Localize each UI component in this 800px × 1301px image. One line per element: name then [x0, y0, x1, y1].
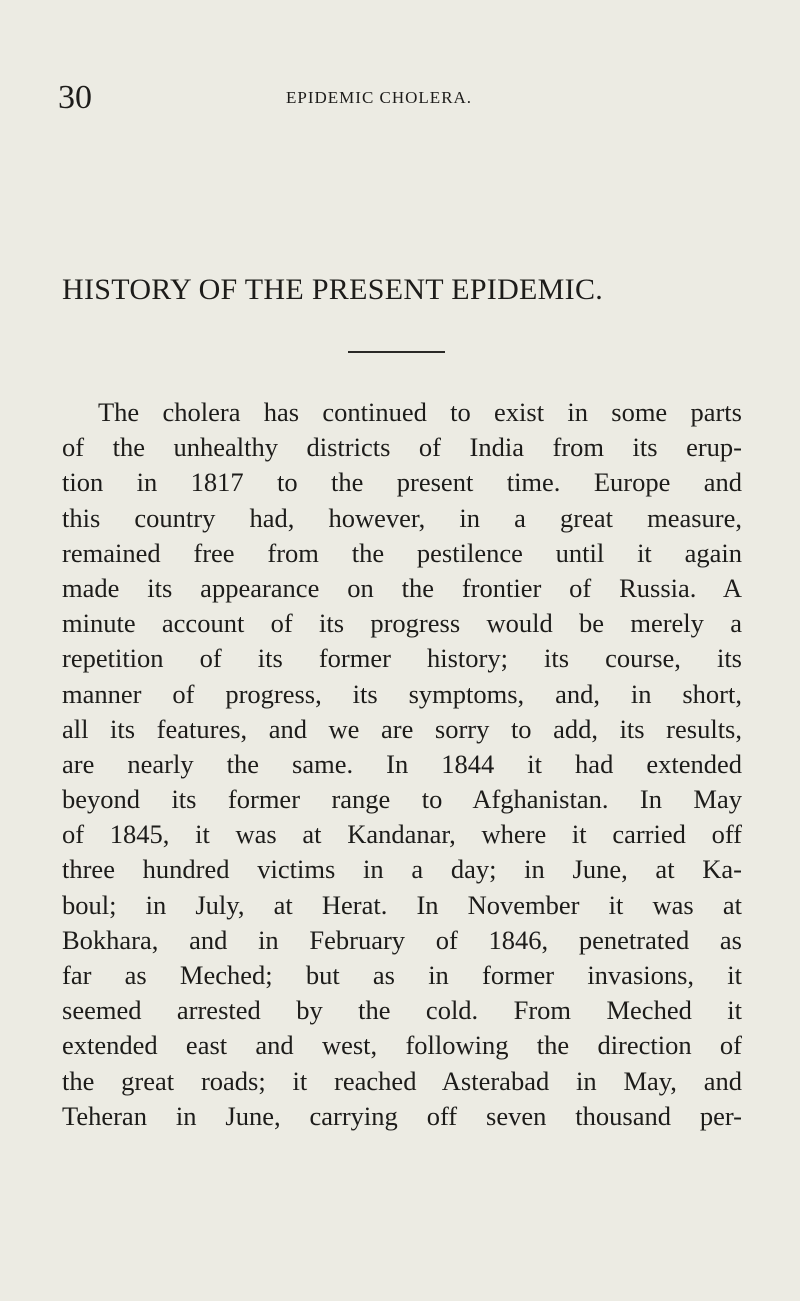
text-line: this country had, however, in a great measure,	[62, 502, 742, 533]
text-line: beyond its former range to Afghanistan. In May	[62, 784, 742, 815]
text-line: repetition of its former history; its course, its	[62, 643, 742, 674]
text-line: minute account of its progress would be merely a	[62, 608, 742, 639]
text-line: extended east and west, following the direction of	[62, 1030, 742, 1061]
text-line: three hundred victims in a day; in June, at Ka-	[62, 854, 742, 885]
text-line: of the unhealthy districts of India from its erup-	[62, 432, 742, 463]
text-line: Bokhara, and in February of 1846, penetrated as	[62, 924, 742, 955]
text-line: The cholera has continued to exist in some parts	[98, 397, 742, 427]
text-line: seemed arrested by the cold. From Meched it	[62, 995, 742, 1026]
text-line: all its features, and we are sorry to add, its results,	[62, 713, 742, 744]
text-line: of 1845, it was at Kandanar, where it carried off	[62, 819, 742, 850]
running-title: EPIDEMIC CHOLERA.	[286, 88, 473, 107]
text-line: tion in 1817 to the present time. Europe and	[62, 467, 742, 498]
text-line: far as Meched; but as in former invasions, it	[62, 960, 742, 990]
body-text	[62, 395, 742, 1134]
chapter-heading: HISTORY OF THE PRESENT EPIDEMIC.	[62, 273, 604, 306]
text-line: manner of progress, its symptoms, and, in short,	[62, 678, 742, 709]
page-number: 30	[58, 79, 92, 116]
text-line: remained free from the pestilence until it again	[62, 537, 742, 568]
section-rule	[348, 351, 445, 353]
running-head	[58, 78, 758, 118]
text-line: the great roads; it reached Asterabad in May, and	[62, 1065, 742, 1096]
text-line: are nearly the same. In 1844 it had extended	[62, 748, 742, 779]
text-line: Teheran in June, carrying off seven thousand per-	[62, 1100, 742, 1131]
text-line: made its appearance on the frontier of Russia. A	[62, 572, 742, 603]
text-line: boul; in July, at Herat. In November it was at	[62, 889, 742, 920]
